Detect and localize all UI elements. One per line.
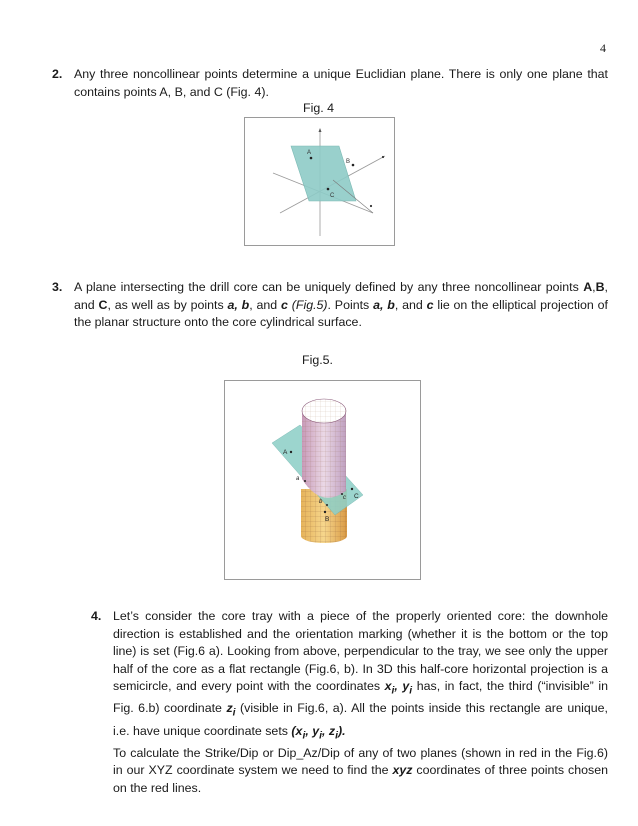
item-4-paragraph-2: To calculate the Strike/Dip or Dip_Az/Dip of any of two planes (shown in red in the Fig.6) in our XYZ coordinate system we need to find the xyz coordinates of three points chosen on the red lines. bbox=[113, 745, 608, 795]
item-3-text: A plane intersecting the drill core can be uniquely defined by any three noncollinear points A,B, and C, as well as by points a, b, and c (Fig.5). Points a, b, and c lie on the elliptical projection of the planar structure onto the core cylindrical surface. bbox=[74, 280, 608, 330]
item-3 bbox=[52, 279, 608, 332]
fig5-label-B: B bbox=[325, 516, 330, 523]
item-4 bbox=[91, 608, 608, 797]
item-number: 3. bbox=[52, 280, 63, 294]
fig4-frame bbox=[244, 117, 395, 246]
fig4-label-a: A bbox=[307, 150, 312, 156]
fig4-caption: Fig. 4 bbox=[303, 101, 334, 115]
fig5-core-diagram bbox=[225, 381, 420, 579]
fig5-label-c: c bbox=[343, 495, 346, 501]
item-2-text: Any three noncollinear points determine a unique Euclidian plane. There is only one plane that contains points A, B, and C (Fig. 4). bbox=[74, 67, 608, 99]
item-4-text: Let’s consider the core tray with a piece of the properly oriented core: the downhole direction is established and the orientation marking (whether it is the bottom or the top line) is set (Fig.6 a). Looking from above, perpendicular to the tray, we see only the upper half of the core as a flat rectangle (Fig.6, b). In 3D this half-core horizontal projection is a semicircle, and every point with the coordinates $x_i$, $y_i$ has, in fact, the third (“invisible” in Fig. 6.b) coordinate $z_i$ (visible in Fig.6, a). All the points inside this rectangle are unique, i.e. have unique coordinate sets ($x_i$, $y_i$, $z_i$). bbox=[113, 609, 608, 741]
fig4-label-c: C bbox=[330, 193, 335, 199]
fig4-label-b: B bbox=[346, 159, 351, 165]
fig5-label-b: b bbox=[319, 499, 323, 505]
item-number: 4. bbox=[91, 609, 102, 623]
fig5-label-A: A bbox=[283, 449, 288, 456]
fig5-frame bbox=[224, 380, 421, 580]
fig4-plane-diagram bbox=[245, 118, 394, 245]
fig5-label-C: C bbox=[354, 493, 359, 500]
page-number: 4 bbox=[600, 41, 606, 55]
fig5-caption: Fig.5. bbox=[302, 353, 333, 367]
item-number: 2. bbox=[52, 67, 63, 81]
item-2 bbox=[52, 66, 608, 101]
fig5-label-a: a bbox=[296, 476, 300, 482]
